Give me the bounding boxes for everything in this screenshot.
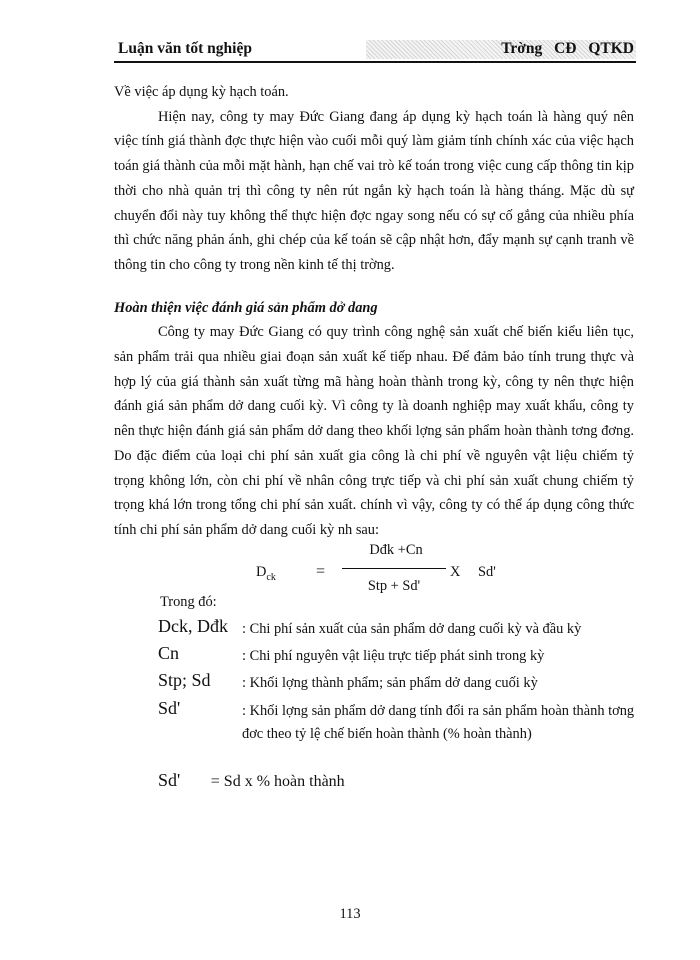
definition-text: : Chi phí sản xuất của sản phẩm dở dang cuối kỳ và đầu kỳ [242,621,582,637]
paragraph-3: Công ty may Đức Giang có quy trình công nghệ sản xuất chế biến kiểu liên tục, sản phẩm trải qua nhiều giai đoạn sản xuất kế tiếp nhau. Để đảm bảo tính trung thực và hợp lý của giá thành sản xuất từng mã hàng hoàn thành trong kỳ, công ty nên thực hiện đánh giá sản phẩm dở dang cuối kỳ. Vì công ty là doanh nghiệp may xuất khẩu, công ty nên thực hiện đánh giá sản phẩm dở dang theo khối lợng sản phẩm hoàn thành tơng đơng. Do đặc điểm của loại chi phí sản xuất gia công là chi phí về nguyên vật liệu chiếm tỷ trọng không lớn, còn chi phí về nhân công trực tiếp và chi phí sản xuất chung chiếm tỷ trọng khá lớn trong tổng chi phí sản xuất. chính vì vậy, công ty có thể áp dụng công thức tính chi phí sản phẩm dở dang cuối kỳ nh sau: [114,324,634,538]
header-left: Luận văn tốt nghiệp [118,40,252,57]
formula [250,540,510,610]
definition-text: : Khối lợng sản phẩm dở dang tính đổi ra sản phẩm hoàn thành tơng đơc theo tỷ lệ chế biến hoàn thành (% hoàn thành) [242,703,635,742]
formula-multiplier: Sd' [478,564,496,580]
formula-times: X [450,564,461,580]
header-rule [114,61,636,63]
definition-symbol: Sd' [158,698,181,718]
formula-numerator: Dđk +Cn [369,542,423,558]
definitions-title: Trong đó: [160,594,217,610]
paragraph-1: Về việc áp dụng kỳ hạch toán. [114,84,289,100]
definition-symbol: Dck, Dđk [158,616,228,636]
formula-denominator: Stp + Sd' [367,578,421,594]
formula-lhs: $D_{ck}$ [256,564,276,583]
last-formula [158,770,345,791]
definition-text: : Chi phí nguyên vật liệu trực tiếp phát sinh trong kỳ [242,648,545,664]
header-right: Trờng CĐ QTKD [501,40,634,57]
paragraph-2: Hiện nay, công ty may Đức Giang đang áp dụng kỳ hạch toán là hàng quý nên việc tính giá thành đợc thực hiện vào cuối mỗi quý làm giảm tính chính xác của việc hạch toán giá thành của mỗi mặt hành, hạn chế vai trò kế toán trong việc cung cấp thông tin kịp thời cho nhà quản trị thì công ty nên rút ngắn kỳ hạch toán là hàng tháng. Mặc dù sự chuyển đổi này tuy không thể thực hiện đợc ngay song nếu có sự cố gắng của nhiều phía thì chức năng phản ánh, ghi chép của kế toán sẽ cập nhật hơn, đẩy mạnh sự cạnh tranh về thông tin cho công ty trong nền kinh tế thị trờng. [114,108,634,273]
last-formula-lhs: Sd' [158,770,181,790]
section-heading: Hoàn thiện việc đánh giá sản phẩm dở dang [114,299,378,316]
page-header [114,38,636,58]
document-body [114,80,634,543]
fraction-bar [342,568,446,569]
definition-text: : Khối lợng thành phẩm; sản phẩm dở dang cuối kỳ [242,675,538,691]
page-number: 113 [339,906,361,922]
formula-equals: = [316,563,326,580]
definition-symbol: Stp; Sd [158,670,211,690]
last-formula-rhs: = Sd x % hoàn thành [210,773,345,790]
definition-symbol: Cn [158,643,180,663]
